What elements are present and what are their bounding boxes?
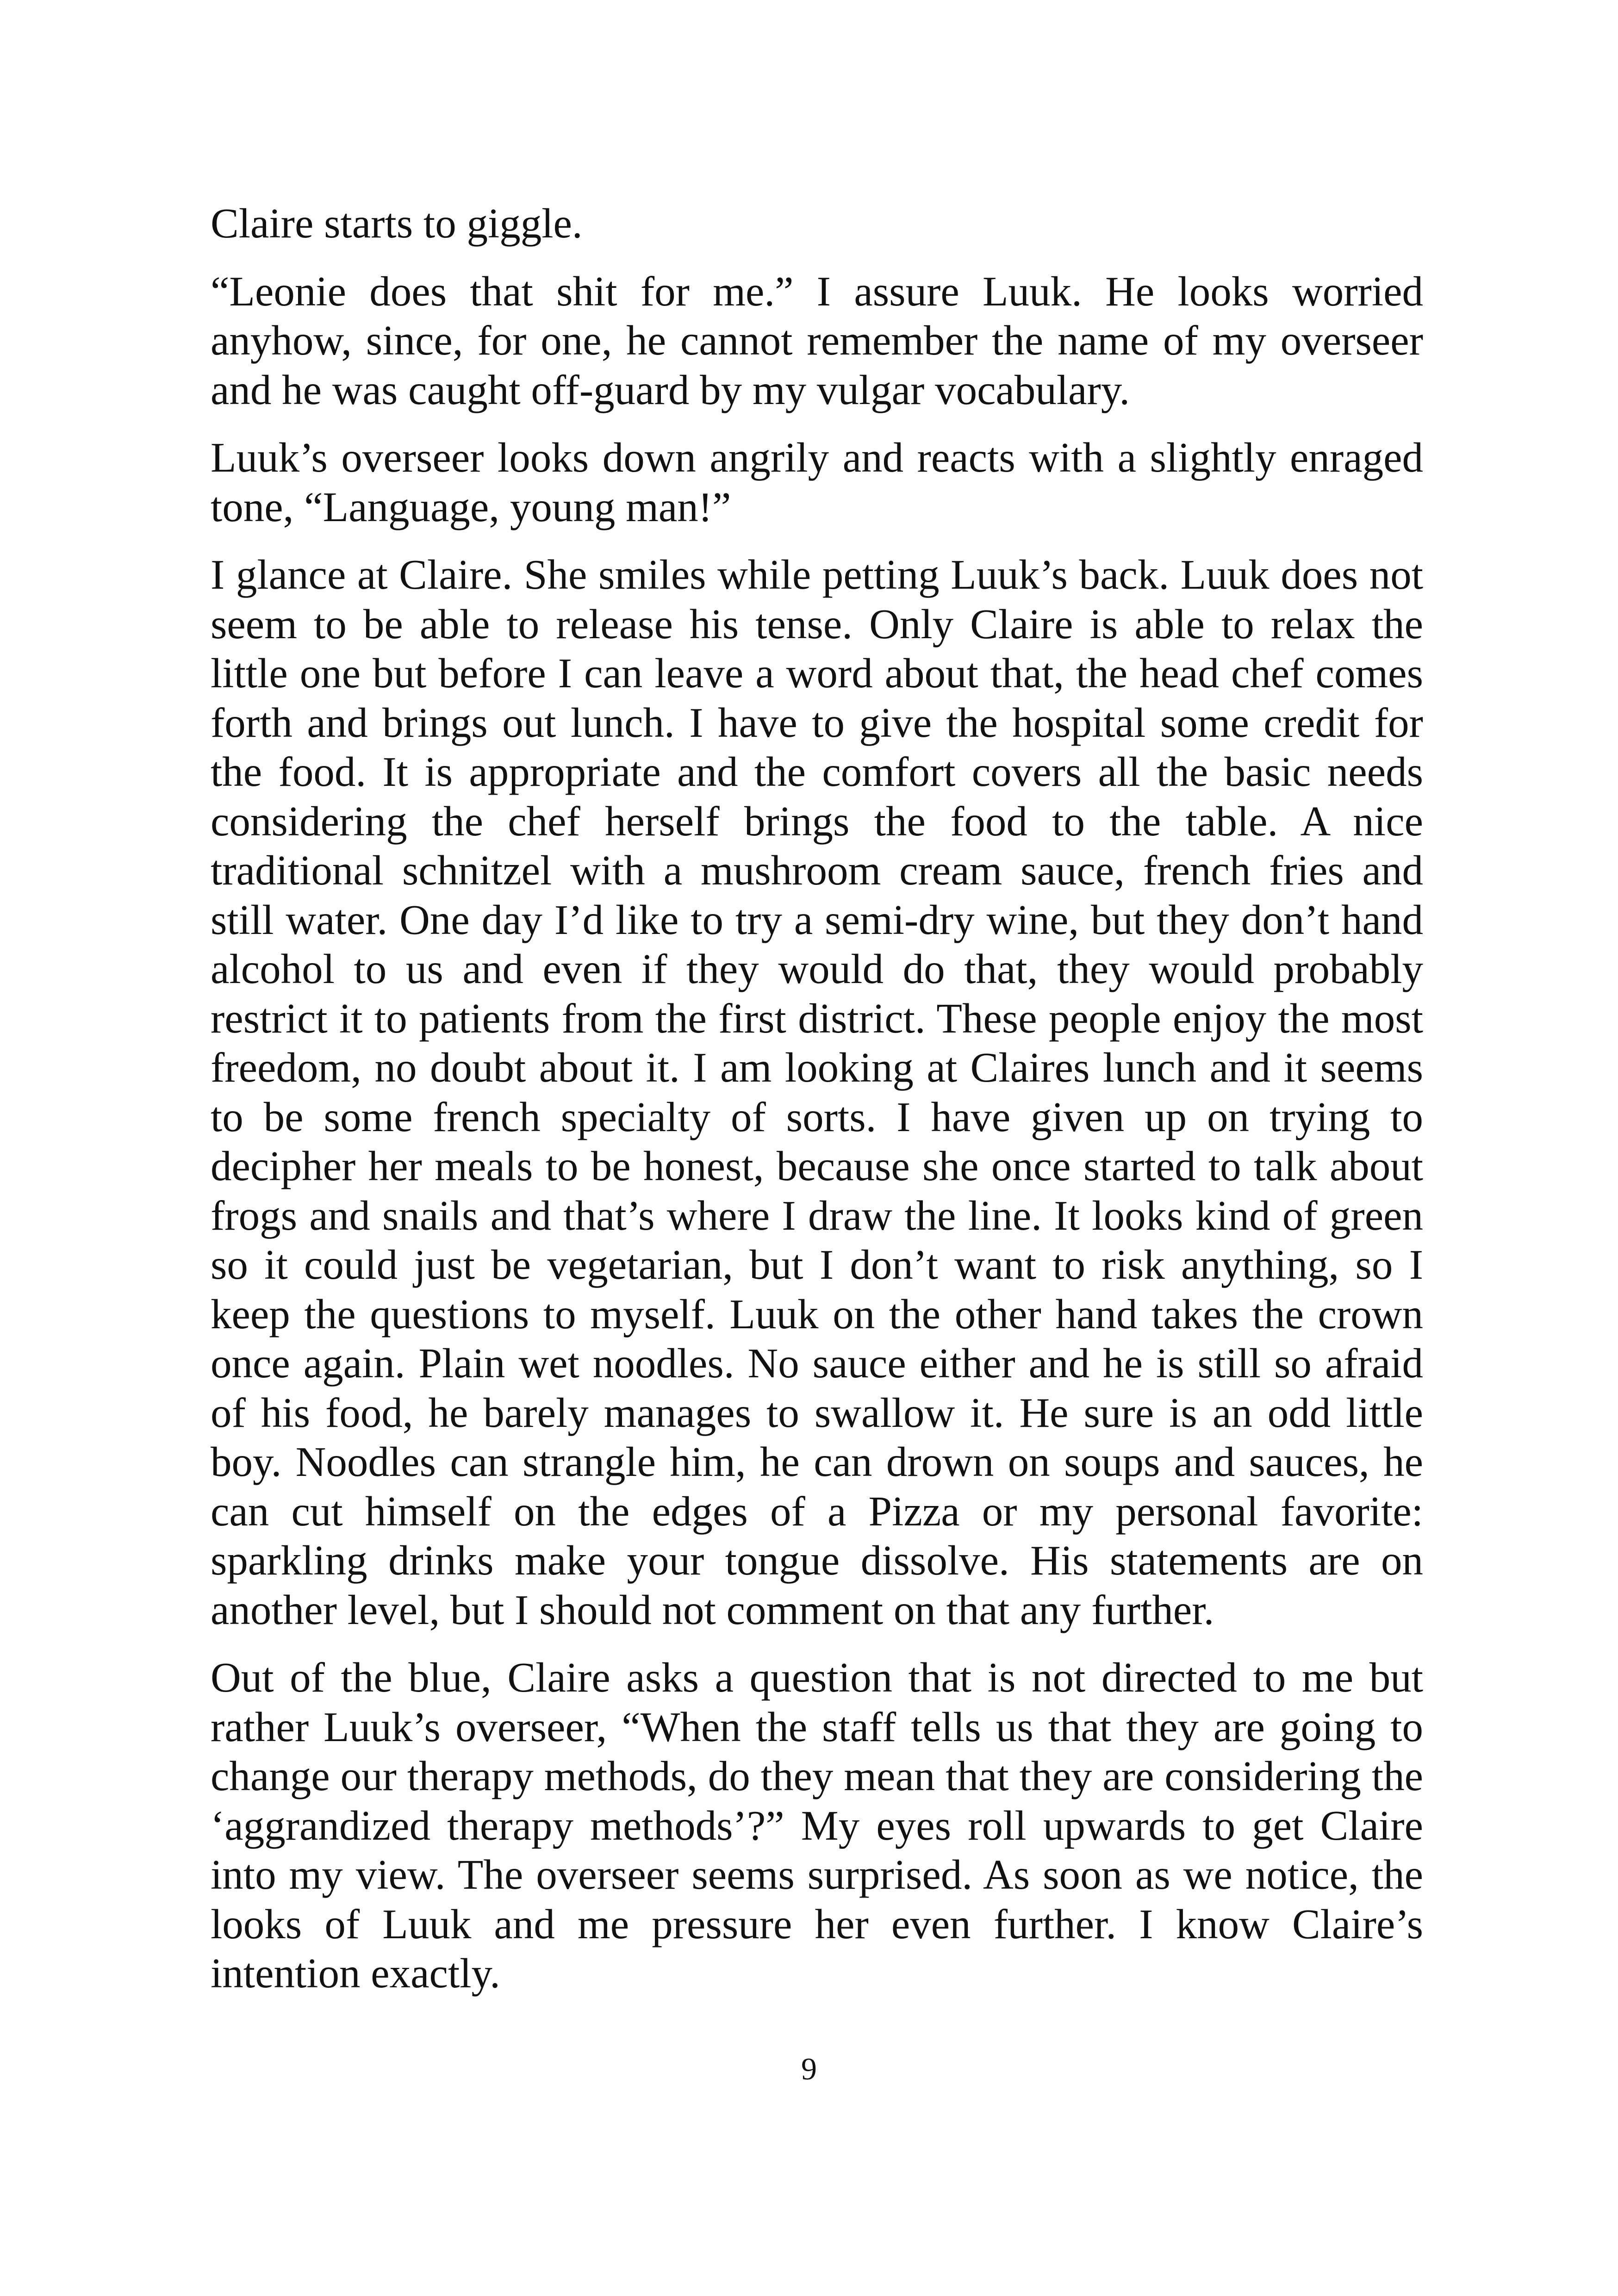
paragraph-5: Out of the blue, Claire asks a question that is not directed to me but rather Luuk’s overseer, “When the staff tells us that they are going to change our therapy methods, do they mean that they are considering the ‘aggrandized therapy methods’?” My eyes roll upwards to get Claire into my view. The overseer seems surprised. As soon as we notice, the looks of Luuk and me pressure her even further. I know Claire’s intention exactly. bbox=[211, 1654, 1423, 1997]
page-number: 9 bbox=[801, 2051, 817, 2086]
paragraph-4: I glance at Claire. She smiles while petting Luuk’s back. Luuk does not seem to be able to release his tense. Only Claire is able to relax the little one but before I can leave a word about that, the head chef comes forth and brings out lunch. I have to give the hospital some credit for the food. It is appropriate and the comfort covers all the basic needs considering the chef herself brings the food to the table. A nice traditional schnitzel with a mushroom cream sauce, french fries and still water. One day I’d like to try a semi-dry wine, but they don’t hand alcohol to us and even if they would do that, they would probably restrict it to patients from the first district. These people enjoy the most freedom, no doubt about it. I am looking at Claires lunch and it seems to be some french specialty of sorts. I have given up on trying to decipher her meals to be honest, because she once started to talk about frogs and snails and that’s where I draw the line. It looks kind of green so it could just be vegetarian, but I don’t want to risk anything, so I keep the questions to myself. Luuk on the other hand takes the crown once again. Plain wet noodles. No sauce either and he is still so afraid of his food, he barely manages to swallow it. He sure is an odd little boy. Noodles can strangle him, he can drown on soups and sauces, he can cut himself on the edges of a Pizza or my personal favorite: sparkling drinks make your tongue dissolve. His statements are on another level, but I should not comment on that any further. bbox=[211, 551, 1423, 1633]
paragraph-2: “Leonie does that shit for me.” I assure Luuk. He looks worried anyhow, since, for one, he cannot remember the name of my overseer and he was caught off-guard by my vulgar vocabulary. bbox=[211, 268, 1423, 413]
body-text bbox=[211, 199, 1423, 2017]
paragraph-3: Luuk’s overseer looks down angrily and reacts with a slightly enraged tone, “Language, young man!” bbox=[211, 434, 1423, 530]
paragraph-1: Claire starts to giggle. bbox=[211, 200, 583, 247]
